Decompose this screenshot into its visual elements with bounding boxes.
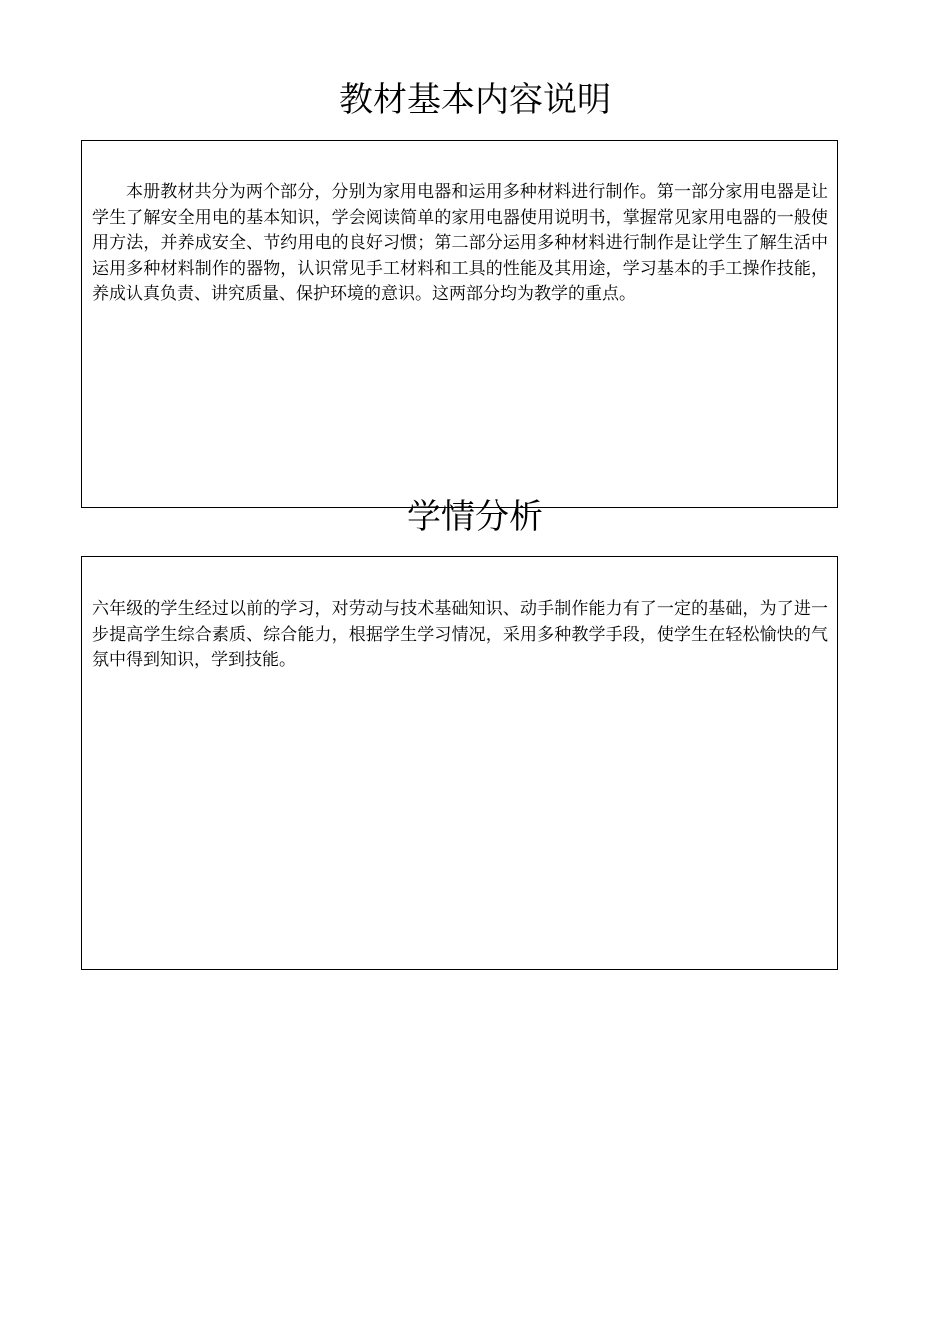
textbook-content-text: 本册教材共分为两个部分，分别为家用电器和运用多种材料进行制作。第一部分家用电器是让学生了解安全用电的基本知识，学会阅读简单的家用电器使用说明书，掌握常见家用电器的一般使用方法，并养成安全、节约用电的良好习惯；第二部分运用多种材料进行制作是让学生了解生活中运用多种材料制作的器物，认识常见手工材料和工具的性能及其用途，学习基本的手工操作技能，养成认真负责、讲究质量、保护环境的意识。这两部分均为教学的重点。 xyxy=(92,182,828,304)
section-title-textbook-content: 教材基本内容说明 xyxy=(339,80,611,120)
textbook-content-box xyxy=(81,140,838,508)
section-title-student-analysis: 学情分析 xyxy=(407,497,543,537)
student-analysis-text: 六年级的学生经过以前的学习，对劳动与技术基础知识、动手制作能力有了一定的基础，为了进一步提高学生综合素质、综合能力，根据学生学习情况，采用多种教学手段，使学生在轻松愉快的气氛中得到知识，学到技能。 xyxy=(92,599,828,670)
student-analysis-box xyxy=(81,556,838,970)
